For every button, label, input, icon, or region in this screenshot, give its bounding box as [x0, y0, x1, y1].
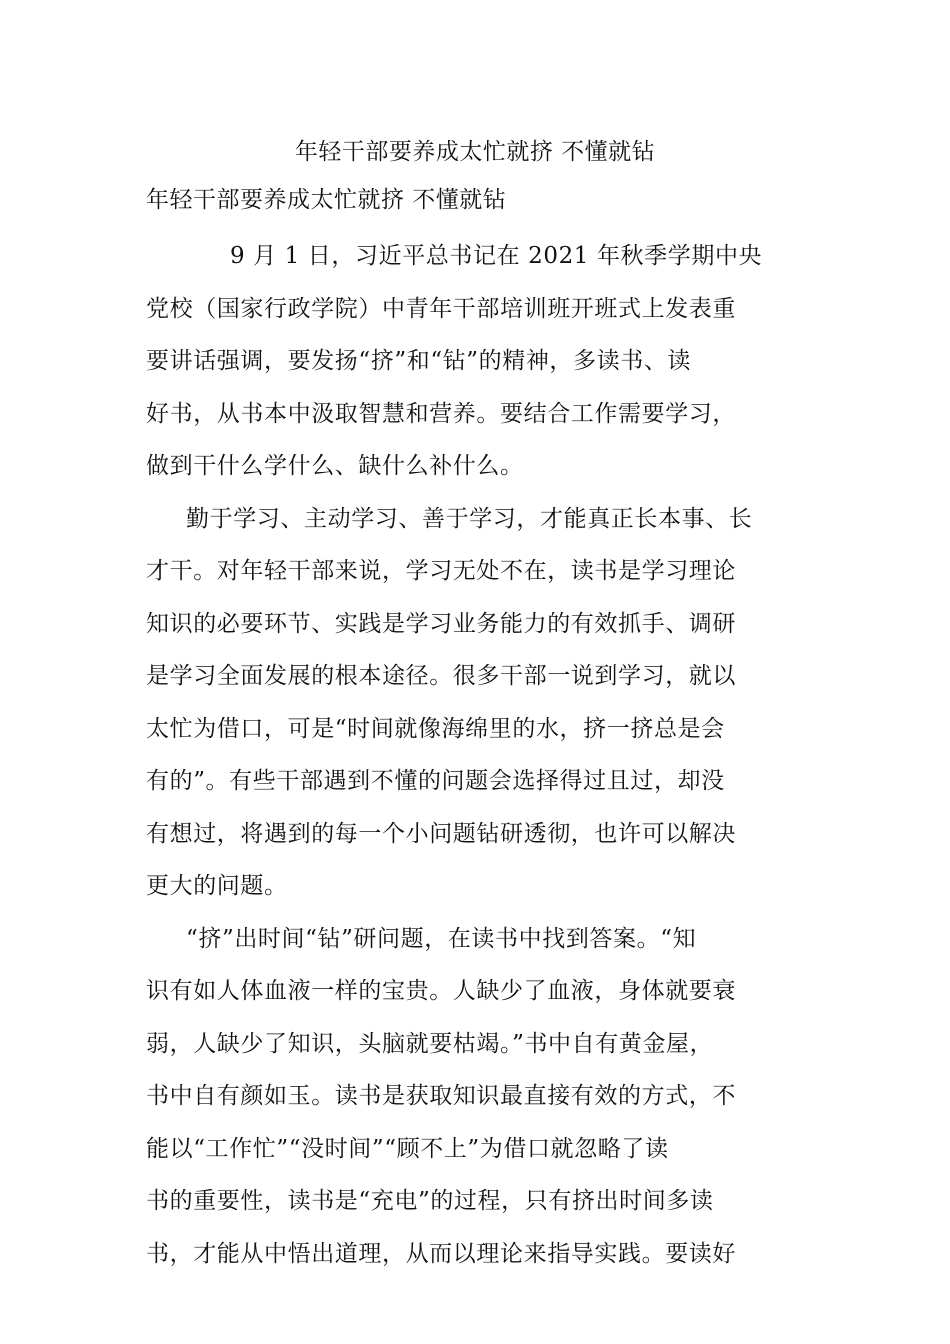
- paragraph-line: 更大的问题。: [146, 873, 288, 899]
- paragraph-line: 好书，从书本中汲取智慧和营养。要结合工作需要学习，: [146, 400, 736, 427]
- paragraph-line: 勤于学习、主动学习、善于学习，才能真正长本事、长: [186, 505, 753, 532]
- paragraph-1: [146, 230, 806, 493]
- paragraph-2: [146, 493, 806, 913]
- paragraph-line: 做到干什么学什么、缺什么补什么。: [146, 453, 524, 479]
- paragraph-line: 识有如人体血液一样的宝贵。人缺少了血液，身体就要衰: [146, 978, 736, 1004]
- document-title: 年轻干部要养成太忙就挤 不懂就钻: [294, 139, 656, 165]
- paragraph-line: 要讲话强调，要发扬“挤”和“钻”的精神，多读书、读: [146, 348, 692, 374]
- paragraph-line: 弱，人缺少了知识，头脑就要枯竭。”书中自有黄金屋，: [146, 1030, 714, 1057]
- paragraph-line: 9 月 1 日，习近平总书记在 2021 年秋季学期中央: [230, 243, 763, 269]
- paragraph-line: 书的重要性，读书是“充电”的过程，只有挤出时间多读: [146, 1188, 714, 1214]
- paragraph-line: 才干。对年轻干部来说，学习无处不在，读书是学习理论: [146, 558, 736, 584]
- paragraph-line: 有的”。有些干部遇到不懂的问题会选择得过且过，却没: [146, 768, 725, 794]
- paragraph-line: “挤”出时间“钻”研问题，在读书中找到答案。“知: [186, 925, 697, 952]
- paragraph-line: 是学习全面发展的根本途径。很多干部一说到学习，就以: [146, 663, 736, 689]
- paragraph-3: [146, 913, 806, 1281]
- paragraph-line: 书，才能从中悟出道理，从而以理论来指导实践。要读好: [146, 1240, 736, 1267]
- paragraph-line: 党校（国家行政学院）中青年干部培训班开班式上发表重: [146, 295, 736, 322]
- document-subtitle: 年轻干部要养成太忙就挤 不懂就钻: [146, 187, 507, 213]
- paragraph-line: 书中自有颜如玉。读书是获取知识最直接有效的方式，不: [146, 1083, 736, 1109]
- document-body: [146, 230, 806, 1280]
- paragraph-line: 知识的必要环节、实践是学习业务能力的有效抓手、调研: [146, 610, 736, 637]
- paragraph-line: 太忙为借口，可是“时间就像海绵里的水，挤一挤总是会: [146, 715, 725, 742]
- paragraph-line: 有想过，将遇到的每一个小问题钻研透彻，也许可以解决: [146, 820, 736, 847]
- paragraph-line: 能以“工作忙”“没时间”“顾不上”为借口就忽略了读: [146, 1135, 669, 1162]
